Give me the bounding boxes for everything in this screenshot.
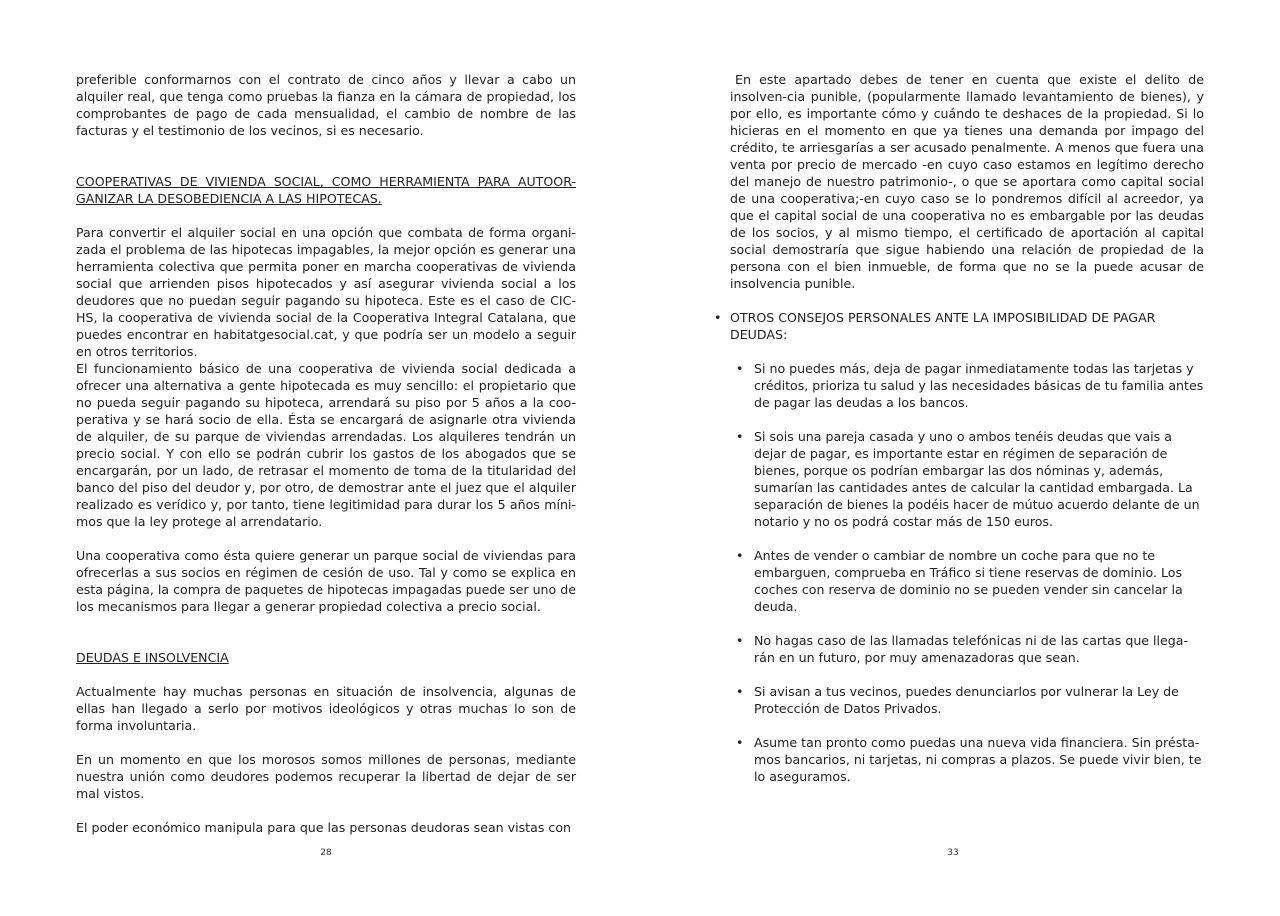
- spacer: [730, 292, 1204, 309]
- list-item: [730, 683, 1204, 717]
- body-paragraph: En un momento en que los morosos somos millones de personas, mediante nuestra unión como deudores podemos recuperar la libertad de dejar de ser mal vistos.: [76, 752, 576, 801]
- list-item-text: Asume tan pronto como puedas una nueva vida financiera. Sin présta-mos bancarios, ni tarjetas, ni compras a plazos. Se puede vivir bien, te lo aseguramos.: [754, 735, 1202, 784]
- body-paragraph: Una cooperativa como ésta quiere generar un parque social de viviendas para ofrecerlas a sus socios en régimen de cesión de uso. Tal y como se explica en esta página, la compra de paquetes de hipotecas impagadas puede ser uno de los mecanismos para llegar a generar propiedad colectiva a precio social.: [76, 548, 576, 614]
- list-item: [730, 734, 1204, 785]
- body-paragraph: Actualmente hay muchas personas en situación de insolvencia, algunas de ellas han llegado a serlo por motivos ideológicos y otras muchas lo son de forma involuntaria.: [76, 684, 576, 733]
- list-item: [730, 360, 1204, 411]
- intro-paragraph: preferible conformarnos con el contrato de cinco años y llevar a cabo un alquiler real, que tenga como pruebas la fianza en la cámara de propiedad, los comprobantes de pago de cada mensualidad, el cambio de nombre de las facturas y el testimonio de los vecinos, si es necesario.: [76, 72, 576, 138]
- page-number-right: 33: [947, 848, 959, 858]
- spacer: [730, 343, 1204, 360]
- main-bullet-text: OTROS CONSEJOS PERSONALES ANTE LA IMPOSIBILIDAD DE PAGAR DEUDAS:: [730, 310, 1156, 342]
- spacer: [76, 802, 576, 819]
- body-paragraph: El poder económico manipula para que las personas deudoras sean vistas con: [76, 820, 572, 835]
- main-bullet-item: [714, 309, 1204, 343]
- list-item: [730, 547, 1204, 615]
- body-paragraph: El funcionamiento básico de una cooperativa de vivienda social dedicada a ofrecer una alternativa a gente hipotecada es muy sencillo: el propietario que no pueda seguir pagando su hipoteca, arrendará su piso por 5 años a la coo-perativa y se hará socio de ella. Ésta se encargará de asignarle otra vivienda de alquiler, de su parque de viviendas arrendadas. Los alquileres tendrán un precio social. Y con ello se podrán cubrir los gastos de los abogados que se encargarán, por un lado, de retrasar el momento de toma de la titularidad del banco del piso del deudor y, por otro, de demostrar ante el juez que el alquiler realizado es verídico y, por tanto, tiene legitimidad para durar los 5 años míni-mos que la ley protege al arrendatario.: [76, 361, 576, 529]
- list-item-text: No hagas caso de las llamadas telefónicas ni de las cartas que llega-rán en un futuro, por muy amenazadoras que sean.: [754, 633, 1189, 665]
- spacer: [76, 530, 576, 547]
- bullet-icon: •: [736, 684, 744, 699]
- list-item-text: Si avisan a tus vecinos, puedes denunciarlos por vulnerar la Ley de Protección de Datos Privados.: [754, 684, 1179, 716]
- page-number-left: 28: [320, 848, 332, 858]
- left-page: [76, 71, 576, 836]
- list-item-text: Si no puedes más, deja de pagar inmediatamente todas las tarjetas y créditos, prioriza tu salud y las necesidades básicas de tu familia antes de pagar las deudas a los bancos.: [754, 361, 1204, 410]
- list-item: [730, 632, 1204, 666]
- spacer: [76, 666, 576, 683]
- bullet-icon: •: [736, 633, 744, 648]
- bullet-icon: •: [736, 735, 744, 750]
- list-item-text: Si sois una pareja casada y uno o ambos tenéis deudas que vais a dejar de pagar, es importante estar en régimen de separación de bienes, porque os podrían embargar las dos nóminas y, además, sumarían las cantidades antes de calcular la cantidad embargada. La separación de bienes la podéis hacer de mútuo acuerdo delante de un notario y no os podrá costar más de 150 euros.: [754, 429, 1200, 529]
- spacer: [76, 139, 576, 173]
- spacer: [76, 615, 576, 649]
- bullet-icon: •: [736, 361, 744, 376]
- bullet-icon: •: [736, 548, 744, 563]
- advice-list: [730, 360, 1204, 785]
- body-paragraph: En este apartado debes de tener en cuenta que existe el delito de insolven-cia punible, (popularmente llamado levantamiento de bienes), y por ello, es importante cómo y cuándo te deshaces de la propiedad. Si lo hicieras en el momento en que ya tienes una demanda por impago del crédito, te arriesgarías a ser acusado penalmente. A menos que fuera una venta por precio de mercado -en cuyo caso estamos en legítimo derecho del manejo de nuestro patrimonio-, o que se aportara como capital social de una cooperativa;-en cuyo caso se lo pondremos difícil al acreedor, ya que el capital social de una cooperativa no es embargable por las deudas de los socios, y al mismo tiempo, el certificado de aportación al capital social demostraría que sigue habiendo una relación de propiedad de la persona con el bien inmueble, de forma que no se la puede acusar de insolvencia punible.: [730, 72, 1204, 291]
- body-paragraph: Para convertir el alquiler social en una opción que combata de forma organi-zada el problema de las hipotecas impagables, la mejor opción es generar una herramienta colectiva que permita poner en marcha cooperativas de vivienda social que arrienden pisos hipotecados y así asegurar vivienda social a los deudores que no puedan seguir pagando su hipoteca. Este es el caso de CIC-HS, la cooperativa de vivienda social de la Cooperativa Integral Catalana, que puedes encontrar en habitatgesocial.cat, y que podría ser un modelo a seguir en otros territorios.: [76, 225, 576, 359]
- right-page: [714, 71, 1204, 802]
- bullet-icon: •: [714, 310, 722, 325]
- spacer: [76, 207, 576, 224]
- bullet-icon: •: [736, 429, 744, 444]
- section-heading-deudas: DEUDAS E INSOLVENCIA: [76, 650, 229, 665]
- list-item-text: Antes de vender o cambiar de nombre un coche para que no te embarguen, comprueba en Tráfico si tiene reservas de dominio. Los coches con reserva de dominio no se pueden vender sin cancelar la deuda.: [754, 548, 1183, 614]
- list-item: [730, 428, 1204, 530]
- section-heading-cooperativas: COOPERATIVAS DE VIVIENDA SOCIAL, COMO HERRAMIENTA PARA AUTOOR-GANIZAR LA DESOBEDIENCIA A LAS HIPOTECAS.: [76, 174, 576, 206]
- spacer: [76, 734, 576, 751]
